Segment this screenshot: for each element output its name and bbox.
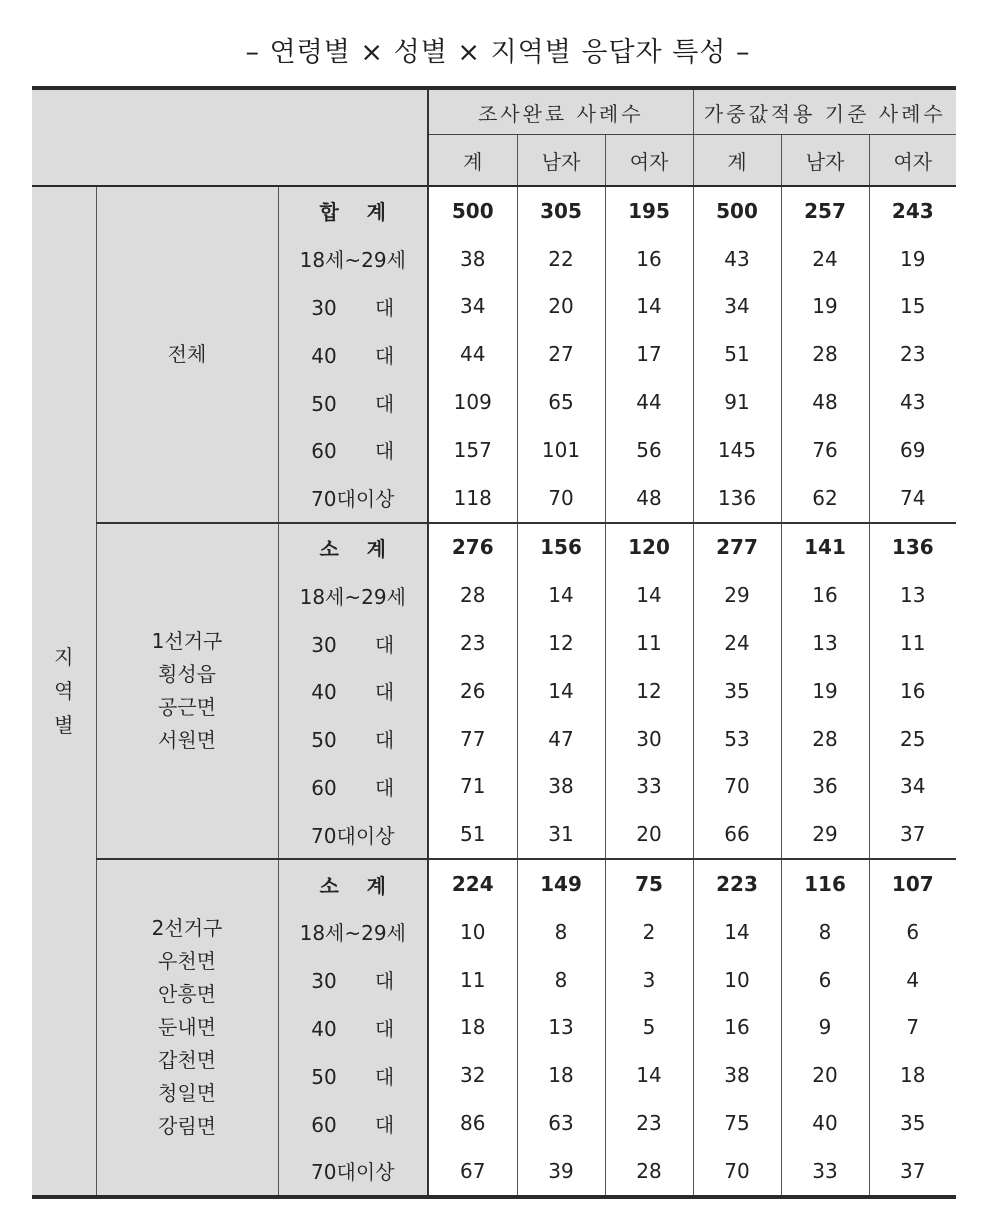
count-cell: 6	[781, 956, 869, 1004]
count-cell: 24	[781, 235, 869, 283]
count-cell: 91	[693, 378, 781, 426]
region-label: 2선거구 우천면 안흥면 둔내면 갑천면 청일면 강림면	[96, 859, 278, 1197]
count-cell: 27	[517, 330, 605, 378]
count-cell: 2	[605, 908, 693, 956]
count-cell: 13	[781, 619, 869, 667]
count-cell: 75	[693, 1099, 781, 1147]
count-cell: 17	[605, 330, 693, 378]
count-cell: 36	[781, 763, 869, 811]
count-cell: 34	[869, 763, 956, 811]
count-cell: 11	[605, 619, 693, 667]
count-cell: 305	[517, 186, 605, 235]
age-group-label: 18세~29세	[278, 571, 428, 619]
count-cell: 223	[693, 859, 781, 908]
count-cell: 28	[428, 571, 517, 619]
page-title: – 연령별 × 성별 × 지역별 응답자 특성 –	[245, 37, 751, 68]
header-total: 계	[428, 135, 517, 187]
age-group-label: 30 대	[278, 956, 428, 1004]
count-cell: 39	[517, 1147, 605, 1197]
count-cell: 149	[517, 859, 605, 908]
count-cell: 14	[693, 908, 781, 956]
count-cell: 33	[605, 763, 693, 811]
count-cell: 74	[869, 474, 956, 523]
count-cell: 16	[869, 667, 956, 715]
count-cell: 12	[517, 619, 605, 667]
count-cell: 51	[428, 810, 517, 859]
count-cell: 30	[605, 715, 693, 763]
age-group-label: 50 대	[278, 378, 428, 426]
count-cell: 10	[428, 908, 517, 956]
age-group-label: 소 계	[278, 859, 428, 908]
age-group-label: 18세~29세	[278, 235, 428, 283]
count-cell: 141	[781, 523, 869, 572]
table-row	[32, 523, 956, 572]
header-weighted-female: 여자	[869, 135, 956, 187]
count-cell: 23	[605, 1099, 693, 1147]
count-cell: 44	[605, 378, 693, 426]
header-group-weighted: 가중값적용 기준 사례수	[693, 88, 956, 135]
count-cell: 109	[428, 378, 517, 426]
count-cell: 48	[605, 474, 693, 523]
count-cell: 37	[869, 1147, 956, 1197]
count-cell: 35	[869, 1099, 956, 1147]
count-cell: 63	[517, 1099, 605, 1147]
age-group-label: 40 대	[278, 667, 428, 715]
count-cell: 14	[605, 571, 693, 619]
count-cell: 19	[781, 667, 869, 715]
count-cell: 156	[517, 523, 605, 572]
count-cell: 66	[693, 810, 781, 859]
table-row	[32, 859, 956, 908]
count-cell: 34	[428, 283, 517, 331]
header-female: 여자	[605, 135, 693, 187]
count-cell: 101	[517, 426, 605, 474]
count-cell: 31	[517, 810, 605, 859]
count-cell: 20	[605, 810, 693, 859]
count-cell: 8	[517, 908, 605, 956]
count-cell: 11	[869, 619, 956, 667]
count-cell: 22	[517, 235, 605, 283]
count-cell: 62	[781, 474, 869, 523]
count-cell: 44	[428, 330, 517, 378]
age-group-label: 소 계	[278, 523, 428, 572]
age-group-label: 30 대	[278, 283, 428, 331]
count-cell: 28	[605, 1147, 693, 1197]
count-cell: 56	[605, 426, 693, 474]
region-label: 1선거구 횡성읍 공근면 서원면	[96, 523, 278, 860]
age-group-label: 18세~29세	[278, 908, 428, 956]
age-group-label: 60 대	[278, 426, 428, 474]
count-cell: 15	[869, 283, 956, 331]
count-cell: 28	[781, 715, 869, 763]
count-cell: 118	[428, 474, 517, 523]
count-cell: 276	[428, 523, 517, 572]
table-row	[32, 186, 956, 235]
age-group-label: 60 대	[278, 1099, 428, 1147]
count-cell: 37	[869, 810, 956, 859]
age-group-label: 70대이상	[278, 474, 428, 523]
count-cell: 11	[428, 956, 517, 1004]
count-cell: 47	[517, 715, 605, 763]
count-cell: 157	[428, 426, 517, 474]
count-cell: 13	[869, 571, 956, 619]
count-cell: 116	[781, 859, 869, 908]
count-cell: 4	[869, 956, 956, 1004]
count-cell: 8	[781, 908, 869, 956]
count-cell: 120	[605, 523, 693, 572]
count-cell: 3	[605, 956, 693, 1004]
count-cell: 28	[781, 330, 869, 378]
age-group-label: 50 대	[278, 715, 428, 763]
count-cell: 48	[781, 378, 869, 426]
count-cell: 23	[869, 330, 956, 378]
table-body	[32, 186, 956, 1197]
count-cell: 14	[605, 1051, 693, 1099]
count-cell: 18	[517, 1051, 605, 1099]
count-cell: 20	[781, 1051, 869, 1099]
count-cell: 136	[869, 523, 956, 572]
count-cell: 71	[428, 763, 517, 811]
count-cell: 34	[693, 283, 781, 331]
count-cell: 25	[869, 715, 956, 763]
count-cell: 77	[428, 715, 517, 763]
header-weighted-total: 계	[693, 135, 781, 187]
header-corner	[32, 88, 428, 186]
header-weighted-male: 남자	[781, 135, 869, 187]
count-cell: 16	[781, 571, 869, 619]
count-cell: 243	[869, 186, 956, 235]
count-cell: 224	[428, 859, 517, 908]
count-cell: 136	[693, 474, 781, 523]
count-cell: 19	[869, 235, 956, 283]
count-cell: 67	[428, 1147, 517, 1197]
age-group-label: 60 대	[278, 763, 428, 811]
count-cell: 38	[693, 1051, 781, 1099]
count-cell: 35	[693, 667, 781, 715]
count-cell: 29	[781, 810, 869, 859]
count-cell: 6	[869, 908, 956, 956]
count-cell: 38	[428, 235, 517, 283]
count-cell: 18	[428, 1004, 517, 1052]
count-cell: 12	[605, 667, 693, 715]
header-group-completed: 조사완료 사례수	[428, 88, 693, 135]
count-cell: 70	[517, 474, 605, 523]
count-cell: 24	[693, 619, 781, 667]
age-group-label: 70대이상	[278, 1147, 428, 1197]
count-cell: 70	[693, 763, 781, 811]
count-cell: 20	[517, 283, 605, 331]
count-cell: 33	[781, 1147, 869, 1197]
count-cell: 5	[605, 1004, 693, 1052]
count-cell: 75	[605, 859, 693, 908]
count-cell: 257	[781, 186, 869, 235]
count-cell: 145	[693, 426, 781, 474]
region-axis-label: 지 역 별	[32, 186, 96, 1197]
count-cell: 14	[517, 667, 605, 715]
count-cell: 7	[869, 1004, 956, 1052]
count-cell: 26	[428, 667, 517, 715]
count-cell: 9	[781, 1004, 869, 1052]
count-cell: 51	[693, 330, 781, 378]
count-cell: 65	[517, 378, 605, 426]
count-cell: 19	[781, 283, 869, 331]
count-cell: 107	[869, 859, 956, 908]
count-cell: 8	[517, 956, 605, 1004]
count-cell: 40	[781, 1099, 869, 1147]
count-cell: 23	[428, 619, 517, 667]
count-cell: 69	[869, 426, 956, 474]
region-label: 전체	[96, 186, 278, 523]
age-group-label: 70대이상	[278, 810, 428, 859]
count-cell: 53	[693, 715, 781, 763]
respondent-characteristics-table	[32, 86, 956, 1199]
count-cell: 70	[693, 1147, 781, 1197]
header-male: 남자	[517, 135, 605, 187]
count-cell: 500	[693, 186, 781, 235]
count-cell: 38	[517, 763, 605, 811]
count-cell: 195	[605, 186, 693, 235]
age-group-label: 50 대	[278, 1051, 428, 1099]
count-cell: 277	[693, 523, 781, 572]
age-group-label: 합 계	[278, 186, 428, 235]
count-cell: 29	[693, 571, 781, 619]
count-cell: 43	[869, 378, 956, 426]
count-cell: 86	[428, 1099, 517, 1147]
age-group-label: 30 대	[278, 619, 428, 667]
age-group-label: 40 대	[278, 1004, 428, 1052]
age-group-label: 40 대	[278, 330, 428, 378]
count-cell: 16	[605, 235, 693, 283]
count-cell: 76	[781, 426, 869, 474]
count-cell: 16	[693, 1004, 781, 1052]
count-cell: 14	[605, 283, 693, 331]
count-cell: 14	[517, 571, 605, 619]
count-cell: 18	[869, 1051, 956, 1099]
count-cell: 43	[693, 235, 781, 283]
count-cell: 10	[693, 956, 781, 1004]
count-cell: 500	[428, 186, 517, 235]
count-cell: 32	[428, 1051, 517, 1099]
count-cell: 13	[517, 1004, 605, 1052]
